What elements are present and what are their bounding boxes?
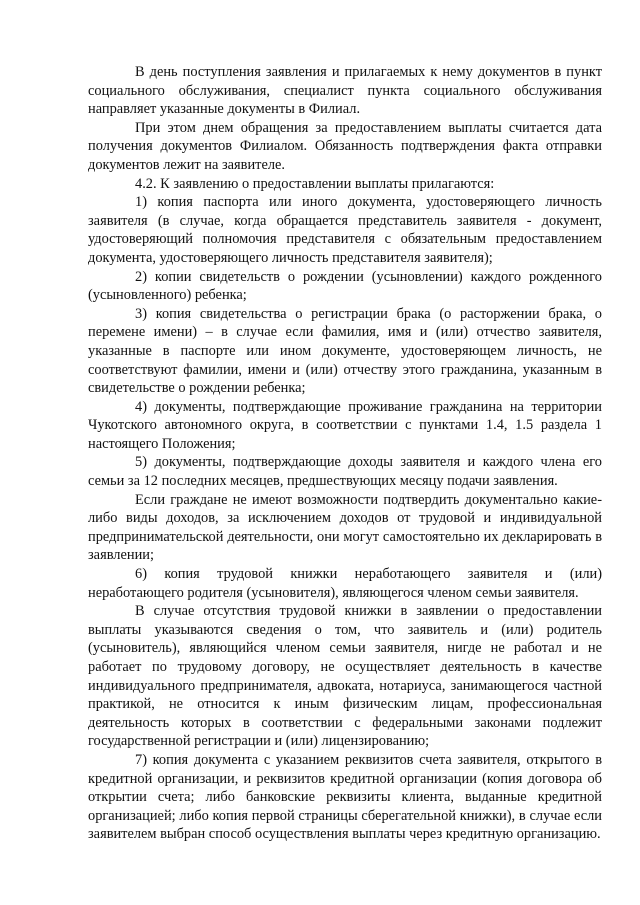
paragraph-section-4-2-heading: 4.2. К заявлению о предоставлении выплаты прилагаются: xyxy=(135,175,495,192)
document-page xyxy=(88,63,602,844)
paragraph-item-2-birth-certificates: 2) копии свидетельств о рождении (усыновлении) каждого рожденного (усыновленного) ребенка; xyxy=(88,268,602,304)
paragraph-item-5-income-documents: 5) документы, подтверждающие доходы заявителя и каждого члена его семьи за 12 последних месяцев, предшествующих месяцу подачи заявления. xyxy=(88,454,602,490)
paragraph-income-declaration: Если граждане не имеют возможности подтвердить документально какие-либо виды доходов, за исключением доходов от трудовой и индивидуальной предпринимательской деятельности, они могут самостоятельно их декларировать в заявлении; xyxy=(88,491,602,564)
paragraph-submission-day: В день поступления заявления и прилагаемых к нему документов в пункт социального обслуживания, специалист пункта социального обслуживания направляет указанные документы в Филиал. xyxy=(88,64,602,118)
paragraph-item-1-passport: 1) копия паспорта или иного документа, удостоверяющего личность заявителя (в случае, когда обращается представитель заявителя - документ, удостоверяющий полномочия представителя с обязательным предоставлением документа, удостоверяющего личность представителя заявителя); xyxy=(88,194,602,266)
paragraph-item-3-marriage-certificate: 3) копия свидетельства о регистрации брака (о расторжении брака, о перемене имени) – в случае если фамилия, имя и (или) отчество заявителя, указанные в паспорте или ином документе, удостоверяющем личность, не соответствуют фамилии, имени и (или) отчеству этого гражданина, указанным в свидетельстве о рождении ребенка; xyxy=(88,305,602,397)
paragraph-item-7-bank-details: 7) копия документа с указанием реквизитов счета заявителя, открытого в кредитной организации, и реквизитов кредитной организации (копия договора об открытии счета; либо банковские реквизиты клиента, выданные кредитной организацией; либо копия первой страницы сберегательной книжки), в случае если заявителем выбран способ осуществления выплаты через кредитную организацию. xyxy=(88,751,602,843)
paragraph-item-6-work-record: 6) копия трудовой книжки неработающего заявителя и (или) неработающего родителя (усыновителя), являющегося членом семьи заявителя. xyxy=(88,566,602,601)
paragraph-no-work-record: В случае отсутствия трудовой книжки в заявлении о предоставлении выплаты указываются сведения о том, что заявитель и (или) родитель (усыновитель), являющийся членом семьи заявителя, нигде не работал и не работает по трудовому договору, не осуществляет деятельность в качестве индивидуального предпринимателя, адвоката, нотариуса, занимающегося частной практикой, не относится к иным физическим лицам, профессиональная деятельность которых в соответствии с федеральными законами подлежит государственной регистрации и (или) лицензированию; xyxy=(88,603,602,750)
paragraph-item-4-residence-documents: 4) документы, подтверждающие проживание гражданина на территории Чукотского автономного округа, в соответствии с пунктами 1.4, 1.5 раздела 1 настоящего Положения; xyxy=(88,398,602,452)
paragraph-application-date: При этом днем обращения за предоставлением выплаты считается дата получения документов Филиалом. Обязанность подтверждения факта отправки документов лежит на заявителе. xyxy=(88,119,602,173)
